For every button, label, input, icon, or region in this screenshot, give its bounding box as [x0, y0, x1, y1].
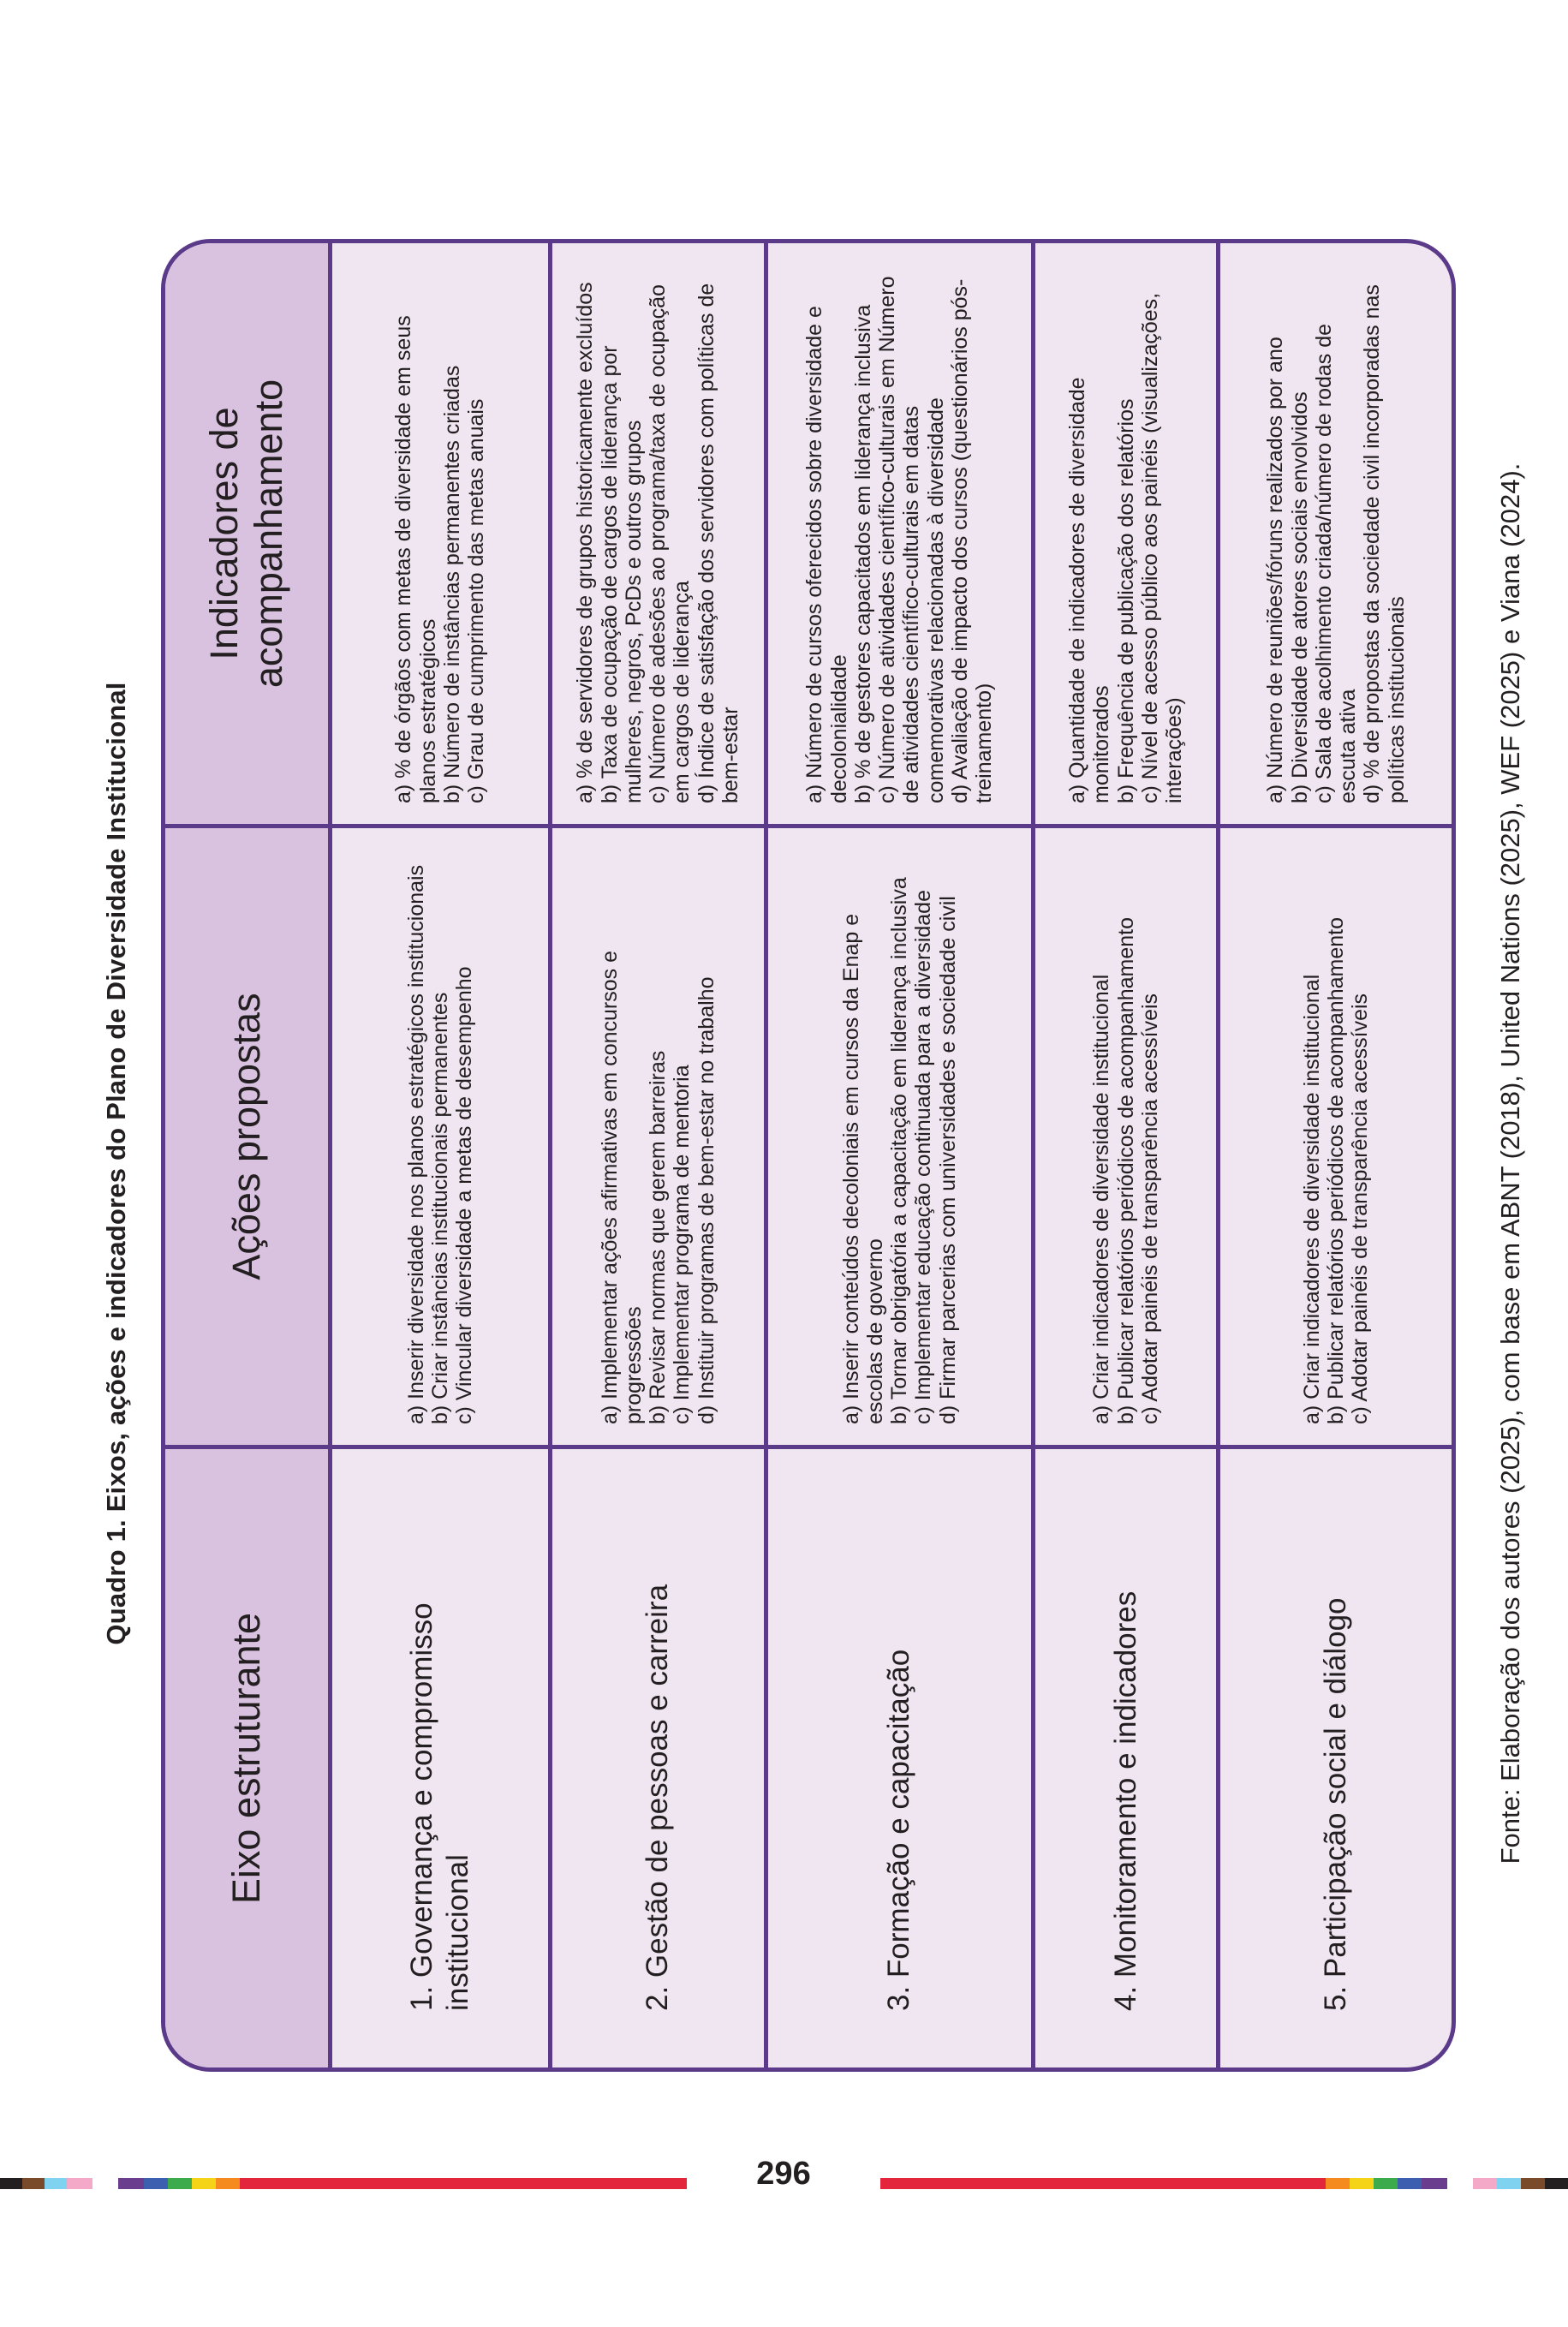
table-row — [1219, 243, 1452, 2067]
list-item: a) % de servidores de grupos historicamente excluídos — [573, 282, 598, 803]
acoes-cell — [331, 826, 551, 1447]
list-item: c) Número de adesões ao programa/taxa de ocupação em cargos de liderança — [646, 284, 695, 803]
indicadores-cell — [1033, 243, 1219, 826]
list-item: b) Diversidade de atores sociais envolvidos — [1287, 391, 1312, 803]
list-item: b) Criar instâncias institucionais permanentes — [427, 992, 452, 1424]
list-item: b) Tornar obrigatória a capacitação em liderança inclusiva — [887, 877, 912, 1424]
eixo-cell: 3. Formação e capacitação — [766, 1447, 1033, 2068]
indicadores-cell — [331, 243, 551, 826]
acoes-cell — [766, 826, 1033, 1447]
eixo-cell: 1. Governança e compromisso institucional — [404, 1602, 474, 2011]
list-item: c) Sala de acolhimento criada/número de rodas de escuta ativa — [1311, 323, 1361, 803]
table-row — [331, 243, 551, 2067]
list-item: c) Número de atividades científico-culturais em Número de atividades científico-culturais em datas comemorativas relacionadas à diversidade — [875, 276, 948, 803]
list-item: d) Índice de satisfação dos servidores com políticas de bem-estar — [694, 283, 742, 803]
list-item: c) Implementar educação continuada para a diversidade — [911, 890, 936, 1424]
list-item: c) Nível de acesso público aos painéis (visualizações, interações) — [1137, 292, 1187, 803]
acoes-cell — [1219, 826, 1452, 1447]
list-item: a) Número de cursos oferecidos sobre diversidade e decolonialidade — [802, 306, 851, 803]
list-item: d) Avaliação de impacto dos cursos (questionários pós-treinamento) — [947, 278, 997, 803]
header-indicadores: Indicadores de acompanhamento — [165, 243, 331, 826]
list-item: d) % de propostas da sociedade civil incorporadas nas políticas institucionais — [1360, 284, 1409, 803]
diversity-plan-table — [161, 239, 1456, 2072]
source-note: Fonte: Elaboração dos autores (2025), com base em ABNT (2018), United Nations (2025), WEF (2025) e Viana (2024). — [1495, 462, 1525, 1865]
list-item: a) % de órgãos com metas de diversidade em seus planos estratégicos — [391, 315, 440, 803]
list-item: a) Inserir conteúdos decoloniais em cursos da Enap e escolas de governo — [838, 913, 887, 1424]
list-item: a) Implementar ações afirmativas em concursos e progressões — [597, 951, 646, 1424]
list-item: c) Adotar painéis de transparência acessíveis — [1348, 993, 1373, 1424]
list-item: b) Número de instâncias permanentes criadas — [439, 365, 464, 803]
indicadores-cell — [766, 243, 1033, 826]
list-item: a) Criar indicadores de diversidade institucional — [1089, 974, 1114, 1424]
eixo-cell: 4. Monitoramento e indicadores — [1033, 1447, 1219, 2068]
eixo-cell: 2. Gestão de pessoas e carreira — [550, 1447, 766, 2068]
indicadores-cell — [550, 243, 766, 826]
list-item: d) Firmar parcerias com universidades e sociedade civil — [935, 896, 960, 1424]
indicadores-cell — [1219, 243, 1452, 826]
list-item: b) Revisar normas que gerem barreiras — [646, 1050, 671, 1424]
list-item: c) Grau de cumprimento das metas anuais — [464, 398, 489, 803]
acoes-cell — [1033, 826, 1219, 1447]
list-item: a) Criar indicadores de diversidade institucional — [1299, 974, 1324, 1424]
list-item: c) Vincular diversidade a metas de desempenho — [452, 966, 477, 1424]
list-item: b) Publicar relatórios periódicos de acompanhamento — [1324, 917, 1349, 1424]
list-item: b) Publicar relatórios periódicos de acompanhamento — [1113, 917, 1138, 1424]
page-number: 296 — [756, 2156, 811, 2192]
table-row — [1033, 243, 1219, 2067]
header-acoes: Ações propostas — [165, 826, 331, 1447]
table-row — [766, 243, 1033, 2067]
acoes-cell — [550, 826, 766, 1447]
list-item: c) Implementar programa de mentoria — [670, 1065, 695, 1424]
list-item: b) Frequência de publicação dos relatórios — [1113, 398, 1138, 803]
list-item: b) % de gestores capacitados em liderança inclusiva — [850, 304, 875, 803]
header-eixo: Eixo estruturante — [165, 1447, 331, 2068]
list-item: a) Quantidade de indicadores de diversidade monitorados — [1065, 377, 1114, 803]
list-item: b) Taxa de ocupação de cargos de liderança por mulheres, negros, PcDs e outros grupos — [597, 345, 646, 803]
list-item: c) Adotar painéis de transparência acessíveis — [1137, 993, 1162, 1424]
list-item: a) Inserir diversidade nos planos estratégicos institucionais — [403, 864, 428, 1424]
table-row — [550, 243, 766, 2067]
eixo-cell: 5. Participação social e diálogo — [1219, 1447, 1452, 2068]
list-item: a) Número de reuniões/fóruns realizados por ano — [1263, 337, 1288, 803]
list-item: d) Instituir programas de bem-estar no trabalho — [694, 976, 718, 1424]
table-caption: Quadro 1. Eixos, ações e indicadores do Plano de Diversidade Institucional — [101, 682, 131, 1645]
